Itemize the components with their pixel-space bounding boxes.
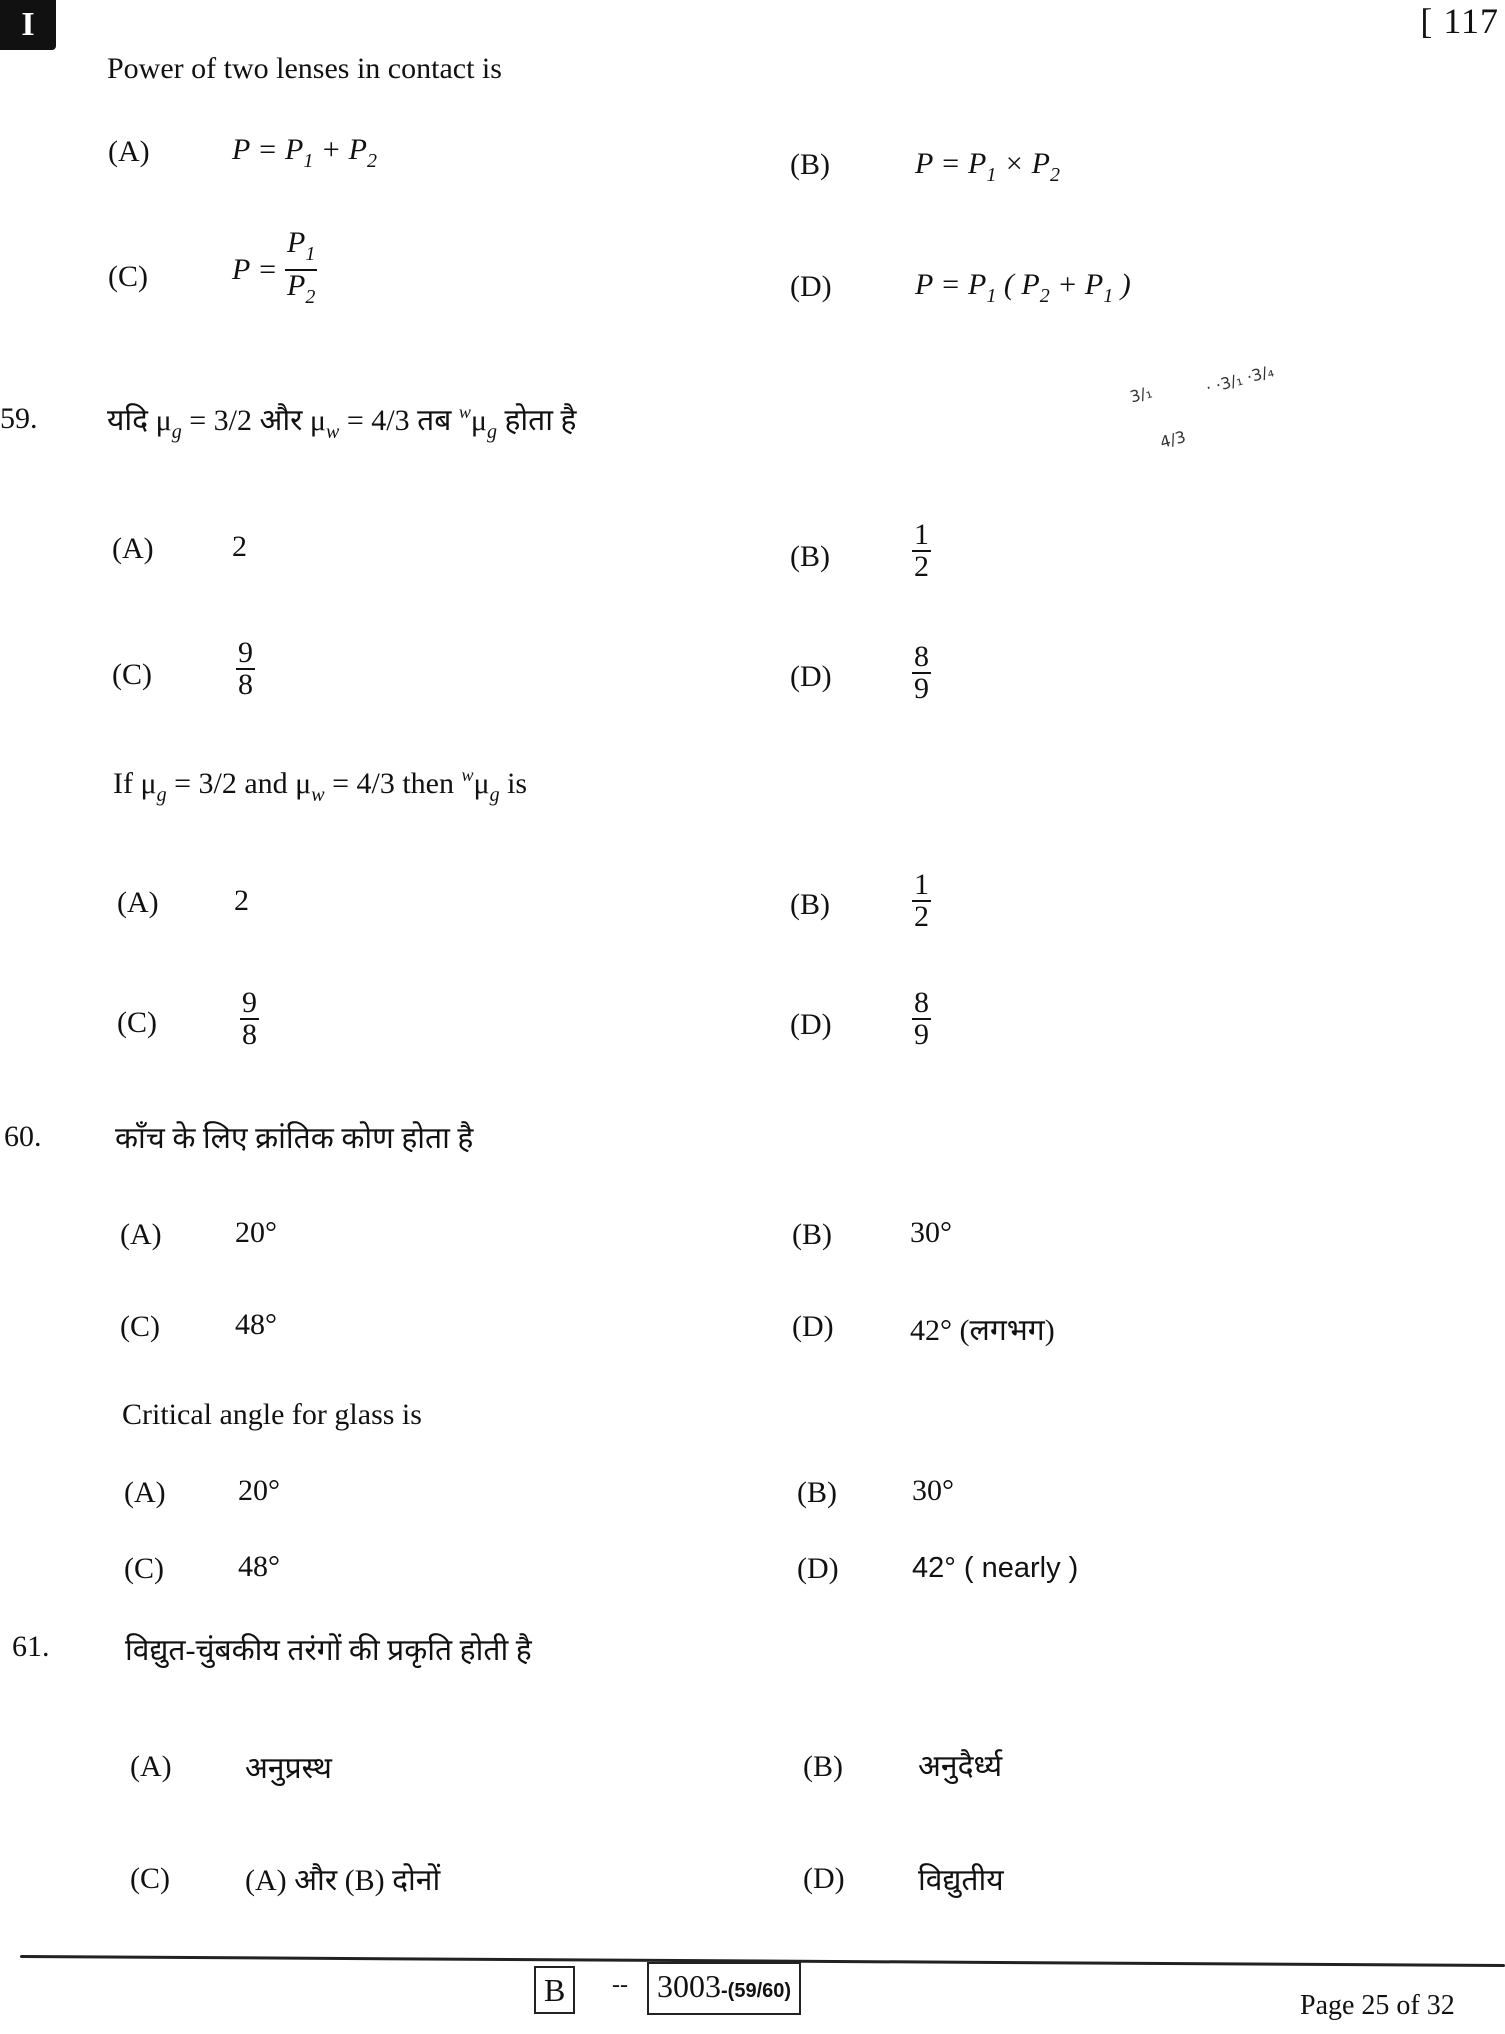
q60-hindi-option-a-label: (A) [120, 1218, 162, 1251]
q59-hindi-option-a-label: (A) [112, 532, 154, 565]
q59-english-option-b-label: (B) [790, 888, 830, 921]
q60-english-option-b-value: 30° [912, 1474, 954, 1507]
q60-english-option-d-value: 42° ( nearly ) [912, 1552, 1079, 1584]
paper-code-box [647, 1962, 801, 2015]
q59-english-option-c-label: (C) [117, 1006, 157, 1039]
q59-hindi-option-c-label: (C) [112, 658, 152, 691]
q60-hindi-option-d-label: (D) [792, 1310, 834, 1343]
q58-option-a-value: $P = P_1 + P_2$ [232, 133, 377, 172]
q60-english-option-a-label: (A) [124, 1476, 166, 1509]
q61-option-b-label: (B) [803, 1750, 843, 1783]
q59-hindi-option-b-value: $\frac{1}{2}$ [914, 518, 929, 583]
q60-hindi-option-c-value: 48° [235, 1308, 277, 1341]
q61-question-text: विद्युत-चुंबकीय तरंगों की प्रकृति होती है [125, 1634, 532, 1667]
q61-option-d-value: विद्युतीय [918, 1864, 1004, 1897]
q59-hindi-question-text: यदि $\mu_g = 3/2$ और $\mu_w = 4/3$ तब $^w\mu_g$ होता है [107, 402, 577, 443]
q61-option-d-label: (D) [803, 1862, 845, 1895]
handwritten-note: 3/₁ [1127, 382, 1155, 407]
q60-hindi-option-d-value: 42° (लगभग) [910, 1314, 1055, 1347]
page-of-label: Page 25 of 32 [1300, 1990, 1455, 2021]
q60-english-option-b-label: (B) [797, 1476, 837, 1509]
q58-option-d-label: (D) [790, 270, 832, 303]
q59-english-option-b-value: $\frac{1}{2}$ [914, 868, 929, 933]
q58-option-b-value: $P = P_1 \times P_2$ [915, 147, 1060, 186]
handwritten-note: 4/3 [1157, 426, 1188, 453]
page-number: [ 117 [1420, 1, 1499, 41]
q59-english-option-c-value: $\frac{9}{8}$ [242, 986, 257, 1051]
q61-option-b-value: अनुदैर्ध्य [918, 1750, 1003, 1783]
q59-hindi-option-b-label: (B) [790, 540, 830, 573]
q59-hindi-option-d-value: $\frac{8}{9}$ [914, 640, 929, 705]
q59-number: 59. [0, 402, 38, 435]
q60-english-option-c-label: (C) [124, 1552, 164, 1585]
q58-option-d-value: $P = P_1$ ( $P_2 + P_1$ ) [915, 268, 1131, 307]
q61-option-a-value: अनुप्रस्थ [245, 1752, 332, 1785]
q60-hindi-option-c-label: (C) [120, 1310, 160, 1343]
q60-hindi-option-a-value: 20° [235, 1216, 277, 1249]
q60-hindi-option-b-value: 30° [910, 1216, 952, 1249]
q61-option-c-value: (A) और (B) दोनों [245, 1864, 441, 1897]
q60-hindi-question-text: काँच के लिए क्रांतिक कोण होता है [115, 1122, 474, 1155]
q60-english-option-c-value: 48° [238, 1550, 280, 1583]
q60-english-option-d-label: (D) [797, 1552, 839, 1585]
q58-question-text: Power of two lenses in contact is [107, 52, 502, 85]
q59-hindi-option-c-value: $\frac{9}{8}$ [238, 636, 253, 701]
q58-option-a-label: (A) [108, 135, 150, 168]
q59-english-option-a-value: 2 [234, 884, 249, 917]
q58-option-c-label: (C) [108, 260, 148, 293]
q58-option-b-label: (B) [790, 148, 830, 181]
paper-code-suffix: -(59/60) [721, 1980, 792, 2002]
q59-english-option-d-value: $\frac{8}{9}$ [914, 986, 929, 1051]
q59-hindi-option-a-value: 2 [232, 530, 247, 563]
set-badge: I [0, 0, 56, 50]
q60-english-option-a-value: 20° [238, 1474, 280, 1507]
q58-option-c-value: P = $\frac{P_1}{P_2}$ [232, 226, 316, 308]
q61-option-a-label: (A) [130, 1750, 172, 1783]
set-code-box: B [534, 1966, 575, 2014]
handwritten-note: · ·3/₁ ·3/₄ [1203, 361, 1276, 398]
q61-option-c-label: (C) [130, 1862, 170, 1895]
q59-english-option-d-label: (D) [790, 1008, 832, 1041]
q59-english-question-text: If $\mu_g = 3/2$ and $\mu_w = 4/3$ then $^w\mu_g$ is [113, 765, 528, 806]
footer-separator: -- [612, 1972, 628, 1998]
q60-number: 60. [4, 1120, 42, 1153]
q60-hindi-option-b-label: (B) [792, 1218, 832, 1251]
q60-english-question-text: Critical angle for glass is [122, 1398, 422, 1431]
paper-code: 3003 [657, 1968, 721, 2004]
q59-english-option-a-label: (A) [117, 886, 159, 919]
q59-hindi-option-d-label: (D) [790, 660, 832, 693]
q61-number: 61. [12, 1630, 50, 1663]
